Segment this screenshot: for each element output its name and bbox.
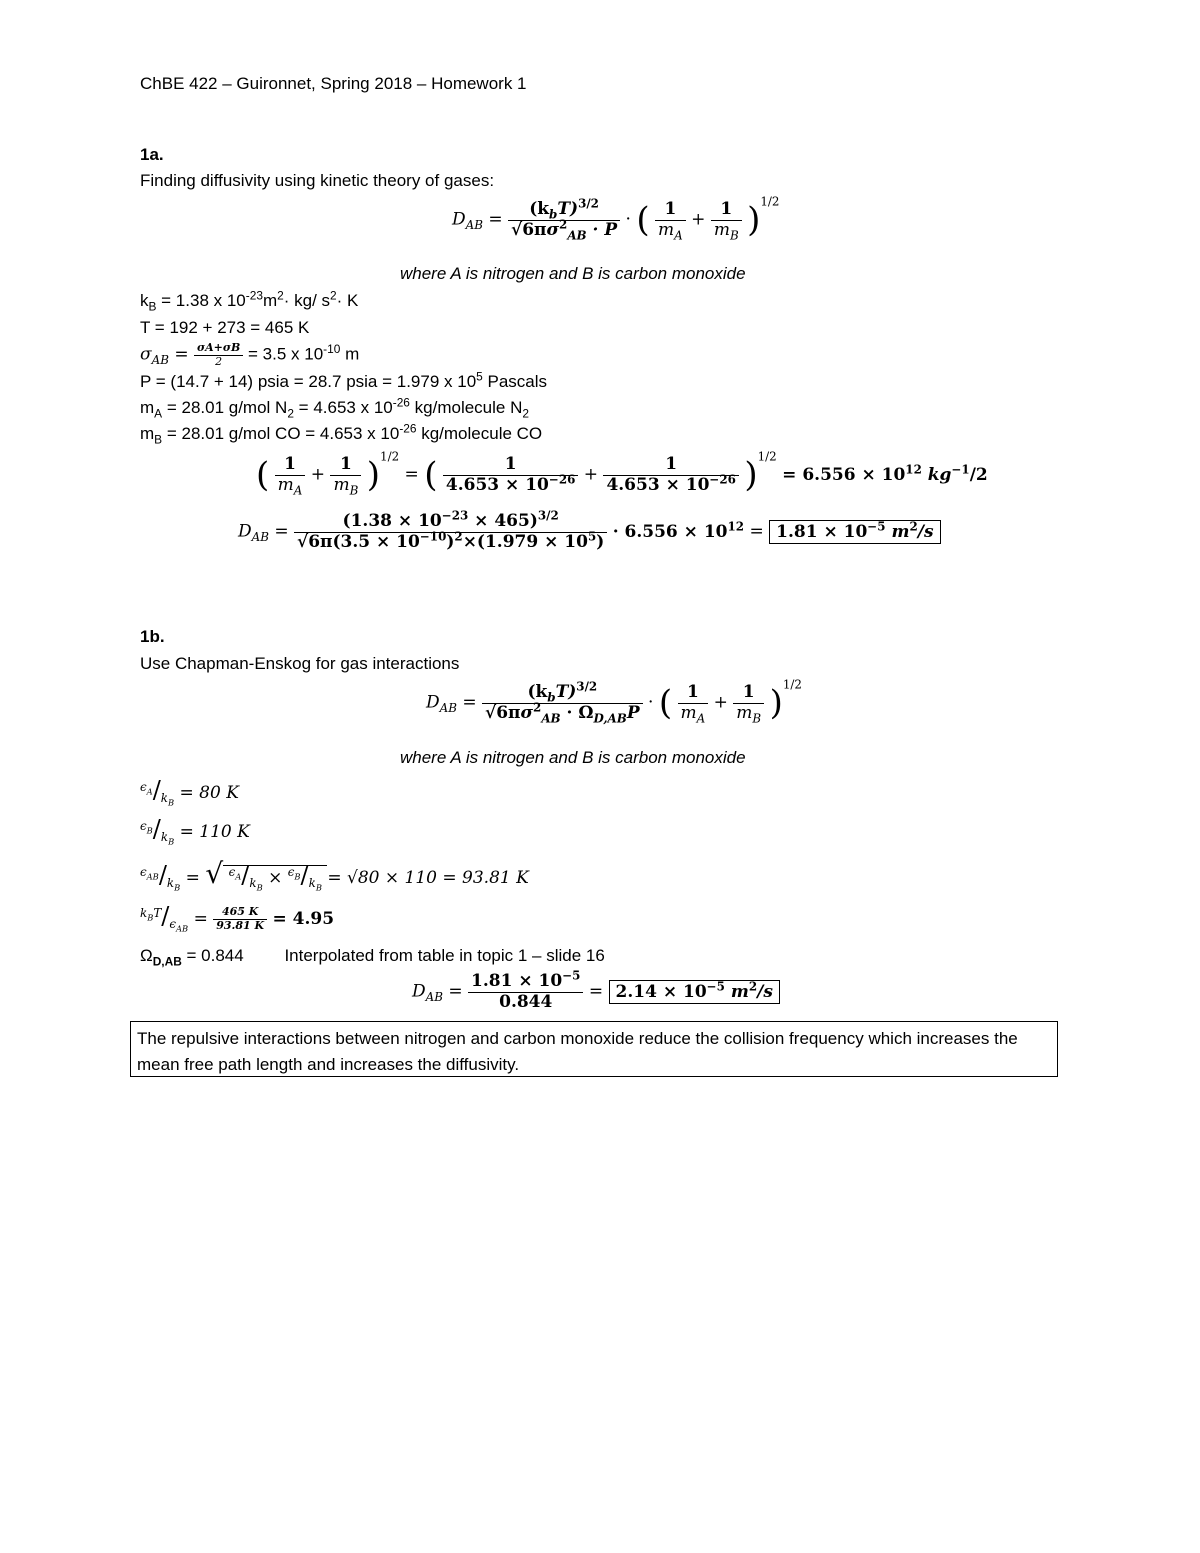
answer-box-b: $2.14 \times 10^{-5}$ $m^2/s$ (609, 980, 780, 1004)
reduced-temperature-line: $^{k_BT}/_{\epsilon_{AB}}$ = $\frac{465 K}{93.81 K}$ = 4.95 (140, 902, 335, 934)
diffusivity-equation-b: $D_{AB}$ = $\frac{(k_bT)^{3/2}}{√6\pi\sigma^2_{AB} \cdot \Omega_{D,AB}P}$ · ( $\frac{1}{m_A}$ + $\frac{1}{m_B}$ )$^{1/2}$ (426, 677, 802, 725)
reduced-mass-equation: ( $\frac{1}{m_A}$ + $\frac{1}{m_B}$ )$^{1/2}$ = ( $\frac{1}{4.653 \times 10^{-26}}$ + $\frac{1}{4.653 \times 10^{-26}}$ )$^{1/2} = 6.556 \times 10^{12}$ $kg^{-1}/2$ (256, 449, 988, 497)
boltzmann-constant-line: $k_B = 1.38$ x $10^{-23}m^2\cdot kg/$ $s^2\cdot K$ (140, 288, 359, 314)
omega-note: Interpolated from table in topic 1 – slide 16 (284, 946, 605, 965)
epsilon-a-line: $^{\epsilon_A}/_{k_B} = 80$ K (140, 776, 239, 808)
omega-line: $\Omega_{D,AB} = 0.844$ Interpolated from table in topic 1 – slide 16 (140, 946, 605, 969)
document-header: ChBE 422 – Guironnet, Spring 2018 – Homework 1 (140, 74, 527, 93)
part-b-heading: 1b. (140, 627, 165, 646)
part-a-intro: Finding diffusivity using kinetic theory of gases: (140, 171, 495, 190)
pressure-line: P = (14.7 + 14) psia = 28.7 psia = 1.979 x $10^5$ Pascals (140, 369, 548, 391)
part-b-intro: Use Chapman-Enskog for gas interactions (140, 654, 460, 673)
diffusivity-calculation-b: $D_{AB}$ = $\frac{1.81 \times 10^{-5}}{0.844}$ = $2.14 \times 10^{-5}$ $m^2/s$ (412, 972, 780, 1012)
equation-fraction: $\frac{(k_bT)^{3/2}}{√6\pi\sigma^2_{AB} \cdot P}$ (508, 200, 620, 240)
epsilon-b-line: $^{\epsilon_B}/_{k_B} = 110$ K (140, 815, 250, 847)
epsilon-ab-line: $^{\epsilon_{AB}}/_{k_B}$ = √ $^{\epsilon_A}/_{k_B} \times ^{\epsilon_B}/_{k_B} = √80 \times 110 = 93.81$ K (140, 857, 529, 893)
part-a-where-note: where A is nitrogen and B is carbon monoxide (400, 264, 746, 283)
mass-a-line: $m_A = 28.01$ g/mol $N_2 = 4.653$ x $10^{-26}$ kg/molecule $N_2$ (140, 395, 529, 421)
part-b-where-note: where A is nitrogen and B is carbon monoxide (400, 748, 746, 767)
conclusion-box (130, 1021, 1058, 1077)
mass-b-line: $m_B = 28.01$ g/mol CO = 4.653 x $10^{-26}$ kg/molecule CO (140, 421, 543, 447)
temperature-line: T = 192 + 273 = 465 K (140, 318, 310, 337)
sigma-line: $\sigma_{AB}$ = $\frac{\sigma A+\sigma B}{2}$ = 3.5 x $10^{-10}$ m (140, 341, 360, 368)
answer-box-a: $1.81 \times 10^{-5}$ $m^2/s$ (769, 520, 940, 544)
conclusion-text: The repulsive interactions between nitrogen and carbon monoxide reduce the collision frequency which increases the mean free path length and increases the diffusivity. (137, 1029, 1018, 1074)
diffusivity-calculation-a: $D_{AB}$ = $\frac{(1.38 \times 10^{-23} \times 465)^{3/2}}{√6\pi(3.5 \times 10^{-10})^2\times(1.979 \times 10^5)}$ · $6.556 \times 10^{12} = 1.81 \times 10^{-5}$ $m^2/s$ (238, 512, 941, 552)
part-a-heading: 1a. (140, 145, 164, 164)
diffusivity-equation-a: $D_{AB}$ = $\frac{(k_bT)^{3/2}}{√6\pi\sigma^2_{AB} \cdot P}$ · ( $\frac{1}{m_A}$ + $\frac{1}{m_B}$ )$^{1/2}$ (452, 194, 780, 242)
